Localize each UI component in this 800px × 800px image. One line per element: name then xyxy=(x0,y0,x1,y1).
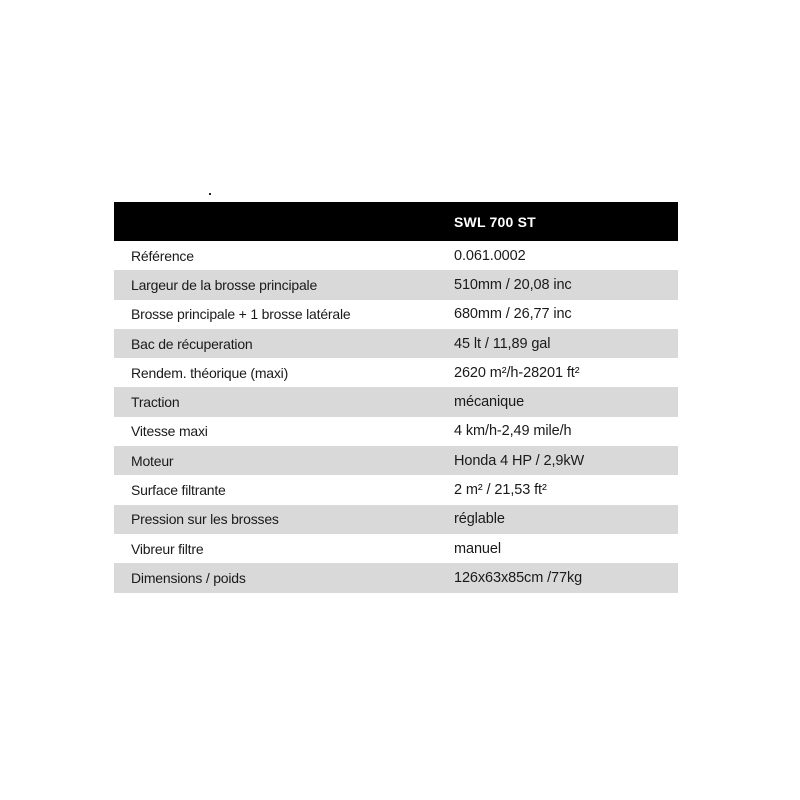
table-row xyxy=(114,446,678,475)
row-value: 126x63x85cm /77kg xyxy=(454,569,583,586)
table-row xyxy=(114,270,678,299)
row-label: Brosse principale + 1 brosse latérale xyxy=(131,306,351,323)
row-label: Surface filtrante xyxy=(131,482,226,499)
table-row xyxy=(114,300,678,329)
table-row xyxy=(114,358,678,387)
stray-dot xyxy=(209,193,211,195)
row-label: Largeur de la brosse principale xyxy=(131,276,318,293)
row-value: 0.061.0002 xyxy=(454,247,526,264)
table-row xyxy=(114,505,678,534)
row-value: 45 lt / 11,89 gal xyxy=(454,335,551,352)
table-row xyxy=(114,475,678,504)
row-value: 4 km/h-2,49 mile/h xyxy=(454,423,572,440)
table-row xyxy=(114,329,678,358)
table-row xyxy=(114,417,678,446)
row-value: 510mm / 20,08 inc xyxy=(454,276,572,293)
row-label: Traction xyxy=(131,394,180,411)
row-label: Bac de récuperation xyxy=(131,335,253,352)
row-value: Honda 4 HP / 2,9kW xyxy=(454,452,585,469)
row-label: Vibreur filtre xyxy=(131,540,204,557)
table-row xyxy=(114,387,678,416)
row-value: mécanique xyxy=(454,394,525,411)
spec-table xyxy=(114,202,678,593)
table-row xyxy=(114,534,678,563)
row-value: manuel xyxy=(454,540,501,557)
row-label: Pression sur les brosses xyxy=(131,511,279,528)
row-value: 2620 m²/h-28201 ft² xyxy=(454,364,580,381)
model-name: SWL 700 ST xyxy=(454,213,536,230)
table-row xyxy=(114,241,678,270)
table-row xyxy=(114,563,678,592)
row-label: Vitesse maxi xyxy=(131,423,208,440)
row-label: Référence xyxy=(131,247,194,264)
row-label: Moteur xyxy=(131,452,174,469)
row-value: réglable xyxy=(454,511,505,528)
row-value: 680mm / 26,77 inc xyxy=(454,306,572,323)
row-label: Dimensions / poids xyxy=(131,569,246,586)
row-label: Rendem. théorique (maxi) xyxy=(131,364,289,381)
table-header xyxy=(114,202,678,241)
row-value: 2 m² / 21,53 ft² xyxy=(454,482,547,499)
